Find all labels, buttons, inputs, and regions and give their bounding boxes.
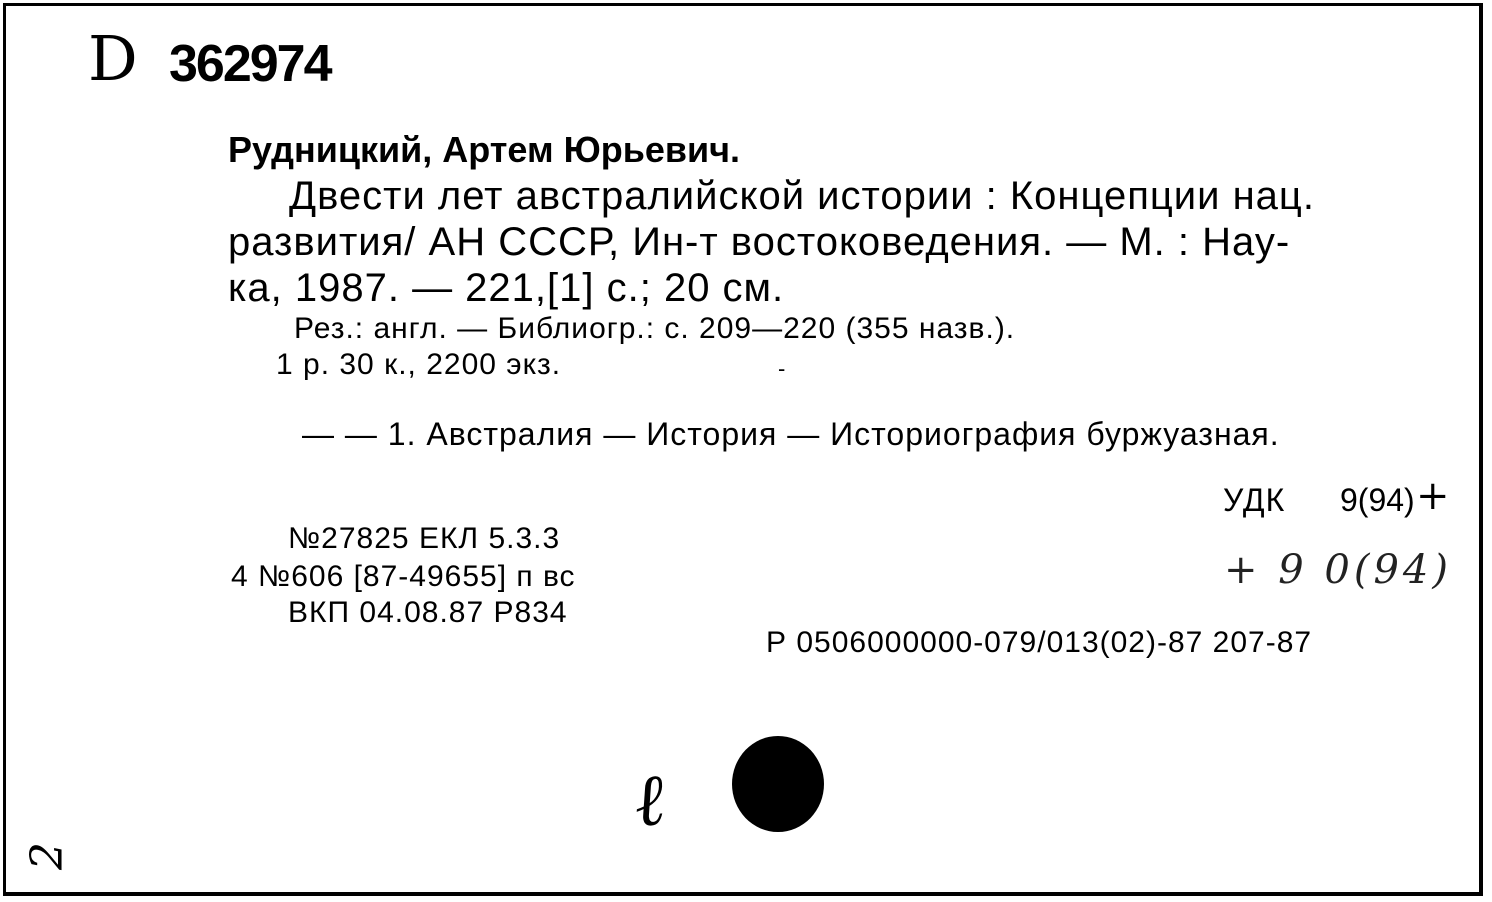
call-number: 362974 xyxy=(169,35,331,93)
code-line-2: 4 №606 [87-49655] п вс xyxy=(231,560,576,593)
catalog-card xyxy=(3,3,1483,896)
handwritten-mark: ℓ xyxy=(629,756,669,844)
corner-handwritten-mark: 2 xyxy=(22,842,73,870)
code-line-3: ВКП 04.08.87 Р834 xyxy=(288,596,568,629)
title-line-3: ка, 1987. — 221,[1] с.; 20 см. xyxy=(228,266,785,310)
title-line-1: Двести лет австралийской истории : Концепции нац. xyxy=(289,174,1315,218)
udk-handwritten-plus: + xyxy=(1416,473,1450,519)
note-summary-bibliography: Рез.: англ. — Библиогр.: с. 209—220 (355 назв.). xyxy=(294,312,1016,345)
udk-handwritten-addition: + 9 0(94) xyxy=(1224,547,1452,593)
note-price-copies: 1 р. 30 к., 2200 экз. xyxy=(276,348,562,381)
call-number-prefix: D xyxy=(88,22,138,95)
dash-mark: - xyxy=(778,356,786,381)
card-punch-hole xyxy=(732,736,824,832)
udk-label: УДК xyxy=(1223,482,1286,518)
code-line-1: №27825 ЕКЛ 5.3.3 xyxy=(288,522,561,555)
title-line-2: развития/ АН СССР, Ин-т востоковедения. — М. : Нау- xyxy=(228,220,1291,264)
udk-value: 9(94) xyxy=(1340,482,1415,518)
publication-code-line: Р 0506000000-079/013(02)-87 207-87 xyxy=(766,626,1313,659)
author-heading: Рудницкий, Артем Юрьевич. xyxy=(228,129,741,170)
subject-headings: — — 1. Австралия — История — Историография буржуазная. xyxy=(302,416,1280,452)
